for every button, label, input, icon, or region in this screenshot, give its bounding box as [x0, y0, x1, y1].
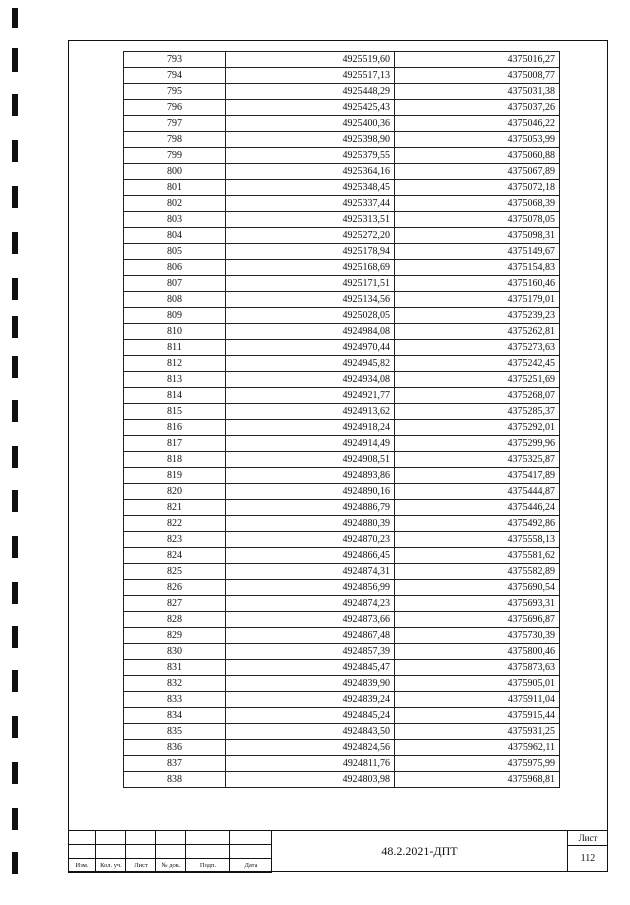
point-number-cell: 810 — [124, 324, 226, 340]
x-coordinate-cell: 4925364,16 — [226, 164, 395, 180]
point-number-cell: 811 — [124, 340, 226, 356]
x-coordinate-cell: 4924914,49 — [226, 436, 395, 452]
x-coordinate-cell: 4925337,44 — [226, 196, 395, 212]
y-coordinate-cell: 4375558,13 — [395, 532, 560, 548]
y-coordinate-cell: 4375690,54 — [395, 580, 560, 596]
x-coordinate-cell: 4925348,45 — [226, 180, 395, 196]
point-number-cell: 828 — [124, 612, 226, 628]
x-coordinate-cell: 4925028,05 — [226, 308, 395, 324]
table-row — [124, 260, 560, 276]
point-number-cell: 797 — [124, 116, 226, 132]
point-number-cell: 804 — [124, 228, 226, 244]
x-coordinate-cell: 4925448,29 — [226, 84, 395, 100]
y-coordinate-cell: 4375060,88 — [395, 148, 560, 164]
y-coordinate-cell: 4375098,31 — [395, 228, 560, 244]
table-row — [124, 612, 560, 628]
point-number-cell: 832 — [124, 676, 226, 692]
x-coordinate-cell: 4924893,86 — [226, 468, 395, 484]
table-row — [124, 148, 560, 164]
table-row — [124, 676, 560, 692]
x-coordinate-cell: 4924913,62 — [226, 404, 395, 420]
title-block — [68, 830, 608, 872]
y-coordinate-cell: 4375905,01 — [395, 676, 560, 692]
point-number-cell: 837 — [124, 756, 226, 772]
point-number-cell: 824 — [124, 548, 226, 564]
x-coordinate-cell: 4924856,99 — [226, 580, 395, 596]
x-coordinate-cell: 4924803,98 — [226, 772, 395, 788]
x-coordinate-cell: 4925517,13 — [226, 68, 395, 84]
x-coordinate-cell: 4924984,08 — [226, 324, 395, 340]
stamp-label-list: Лист — [134, 862, 148, 869]
point-number-cell: 803 — [124, 212, 226, 228]
point-number-cell: 813 — [124, 372, 226, 388]
point-number-cell: 799 — [124, 148, 226, 164]
y-coordinate-cell: 4375581,62 — [395, 548, 560, 564]
table-row — [124, 308, 560, 324]
y-coordinate-cell: 4375160,46 — [395, 276, 560, 292]
x-coordinate-cell: 4924880,39 — [226, 516, 395, 532]
x-coordinate-cell: 4924867,48 — [226, 628, 395, 644]
point-number-cell: 802 — [124, 196, 226, 212]
x-coordinate-cell: 4925171,51 — [226, 276, 395, 292]
y-coordinate-cell: 4375325,87 — [395, 452, 560, 468]
point-number-cell: 829 — [124, 628, 226, 644]
sheet-number: 112 — [580, 853, 596, 864]
x-coordinate-cell: 4924845,47 — [226, 660, 395, 676]
x-coordinate-cell: 4924845,24 — [226, 708, 395, 724]
table-row — [124, 628, 560, 644]
x-coordinate-cell: 4925400,36 — [226, 116, 395, 132]
y-coordinate-cell: 4375931,25 — [395, 724, 560, 740]
x-coordinate-cell: 4924811,76 — [226, 756, 395, 772]
point-number-cell: 825 — [124, 564, 226, 580]
table-row — [124, 132, 560, 148]
stamp-label-kol-uch: Кол. уч. — [100, 862, 122, 869]
point-number-cell: 833 — [124, 692, 226, 708]
y-coordinate-cell: 4375299,96 — [395, 436, 560, 452]
x-coordinate-cell: 4925398,90 — [226, 132, 395, 148]
point-number-cell: 834 — [124, 708, 226, 724]
x-coordinate-cell: 4924839,24 — [226, 692, 395, 708]
x-coordinate-cell: 4924890,16 — [226, 484, 395, 500]
x-coordinate-cell: 4925425,43 — [226, 100, 395, 116]
point-number-cell: 826 — [124, 580, 226, 596]
point-number-cell: 821 — [124, 500, 226, 516]
table-row — [124, 756, 560, 772]
x-coordinate-cell: 4925134,56 — [226, 292, 395, 308]
y-coordinate-cell: 4375072,18 — [395, 180, 560, 196]
y-coordinate-cell: 4375037,26 — [395, 100, 560, 116]
point-number-cell: 815 — [124, 404, 226, 420]
table-row — [124, 388, 560, 404]
table-row — [124, 228, 560, 244]
point-number-cell: 807 — [124, 276, 226, 292]
stamp-label-date: Дата — [244, 862, 258, 869]
y-coordinate-cell: 4375693,31 — [395, 596, 560, 612]
stamp-label-signature: Подп. — [199, 862, 217, 869]
x-coordinate-cell: 4924874,23 — [226, 596, 395, 612]
point-number-cell: 814 — [124, 388, 226, 404]
table-row — [124, 644, 560, 660]
table-row — [124, 276, 560, 292]
point-number-cell: 816 — [124, 420, 226, 436]
y-coordinate-cell: 4375078,05 — [395, 212, 560, 228]
table-row — [124, 372, 560, 388]
table-row — [124, 468, 560, 484]
y-coordinate-cell: 4375873,63 — [395, 660, 560, 676]
table-row — [124, 724, 560, 740]
table-row — [124, 292, 560, 308]
table-row — [124, 580, 560, 596]
table-row — [124, 500, 560, 516]
x-coordinate-cell: 4924857,39 — [226, 644, 395, 660]
table-row — [124, 708, 560, 724]
point-number-cell: 808 — [124, 292, 226, 308]
y-coordinate-cell: 4375262,81 — [395, 324, 560, 340]
point-number-cell: 812 — [124, 356, 226, 372]
x-coordinate-cell: 4924945,82 — [226, 356, 395, 372]
x-coordinate-cell: 4924843,50 — [226, 724, 395, 740]
point-number-cell: 809 — [124, 308, 226, 324]
y-coordinate-cell: 4375968,81 — [395, 772, 560, 788]
y-coordinate-cell: 4375582,89 — [395, 564, 560, 580]
point-number-cell: 800 — [124, 164, 226, 180]
x-coordinate-cell: 4924918,24 — [226, 420, 395, 436]
y-coordinate-cell: 4375446,24 — [395, 500, 560, 516]
y-coordinate-cell: 4375911,04 — [395, 692, 560, 708]
coordinates-table-body — [124, 52, 560, 788]
table-row — [124, 116, 560, 132]
x-coordinate-cell: 4924824,56 — [226, 740, 395, 756]
y-coordinate-cell: 4375046,22 — [395, 116, 560, 132]
x-coordinate-cell: 4924921,77 — [226, 388, 395, 404]
table-row — [124, 180, 560, 196]
point-number-cell: 838 — [124, 772, 226, 788]
point-number-cell: 806 — [124, 260, 226, 276]
x-coordinate-cell: 4924874,31 — [226, 564, 395, 580]
y-coordinate-cell: 4375251,69 — [395, 372, 560, 388]
x-coordinate-cell: 4925272,20 — [226, 228, 395, 244]
x-coordinate-cell: 4925178,94 — [226, 244, 395, 260]
point-number-cell: 793 — [124, 52, 226, 68]
table-row — [124, 772, 560, 788]
x-coordinate-cell: 4924866,45 — [226, 548, 395, 564]
x-coordinate-cell: 4924870,23 — [226, 532, 395, 548]
table-row — [124, 100, 560, 116]
point-number-cell: 823 — [124, 532, 226, 548]
x-coordinate-cell: 4924873,66 — [226, 612, 395, 628]
y-coordinate-cell: 4375444,87 — [395, 484, 560, 500]
y-coordinate-cell: 4375031,38 — [395, 84, 560, 100]
y-coordinate-cell: 4375800,46 — [395, 644, 560, 660]
point-number-cell: 801 — [124, 180, 226, 196]
table-row — [124, 452, 560, 468]
y-coordinate-cell: 4375149,67 — [395, 244, 560, 260]
x-coordinate-cell: 4924908,51 — [226, 452, 395, 468]
table-row — [124, 596, 560, 612]
y-coordinate-cell: 4375417,89 — [395, 468, 560, 484]
table-row — [124, 420, 560, 436]
point-number-cell: 836 — [124, 740, 226, 756]
table-row — [124, 244, 560, 260]
point-number-cell: 795 — [124, 84, 226, 100]
table-row — [124, 740, 560, 756]
table-row — [124, 564, 560, 580]
table-row — [124, 340, 560, 356]
y-coordinate-cell: 4375292,01 — [395, 420, 560, 436]
point-number-cell: 835 — [124, 724, 226, 740]
document-code: 48.2.2021-ДПТ — [272, 830, 568, 872]
x-coordinate-cell: 4925379,55 — [226, 148, 395, 164]
table-row — [124, 484, 560, 500]
point-number-cell: 818 — [124, 452, 226, 468]
table-row — [124, 356, 560, 372]
table-row — [124, 660, 560, 676]
y-coordinate-cell: 4375068,39 — [395, 196, 560, 212]
point-number-cell: 817 — [124, 436, 226, 452]
stamp-label-doc-number: № док. — [161, 862, 181, 869]
table-row — [124, 212, 560, 228]
table-row — [124, 532, 560, 548]
table-row — [124, 548, 560, 564]
x-coordinate-cell: 4924934,08 — [226, 372, 395, 388]
table-row — [124, 164, 560, 180]
table-row — [124, 404, 560, 420]
y-coordinate-cell: 4375975,99 — [395, 756, 560, 772]
table-row — [124, 324, 560, 340]
table-row — [124, 692, 560, 708]
x-coordinate-cell: 4924886,79 — [226, 500, 395, 516]
y-coordinate-cell: 4375285,37 — [395, 404, 560, 420]
point-number-cell: 796 — [124, 100, 226, 116]
y-coordinate-cell: 4375239,23 — [395, 308, 560, 324]
y-coordinate-cell: 4375273,63 — [395, 340, 560, 356]
point-number-cell: 798 — [124, 132, 226, 148]
point-number-cell: 822 — [124, 516, 226, 532]
binding-marks — [12, 0, 22, 905]
point-number-cell: 831 — [124, 660, 226, 676]
x-coordinate-cell: 4924970,44 — [226, 340, 395, 356]
point-number-cell: 827 — [124, 596, 226, 612]
point-number-cell: 805 — [124, 244, 226, 260]
x-coordinate-cell: 4924839,90 — [226, 676, 395, 692]
table-row — [124, 68, 560, 84]
y-coordinate-cell: 4375008,77 — [395, 68, 560, 84]
y-coordinate-cell: 4375962,11 — [395, 740, 560, 756]
y-coordinate-cell: 4375915,44 — [395, 708, 560, 724]
y-coordinate-cell: 4375730,39 — [395, 628, 560, 644]
y-coordinate-cell: 4375179,01 — [395, 292, 560, 308]
point-number-cell: 794 — [124, 68, 226, 84]
x-coordinate-cell: 4925519,60 — [226, 52, 395, 68]
y-coordinate-cell: 4375053,99 — [395, 132, 560, 148]
table-row — [124, 516, 560, 532]
table-row — [124, 52, 560, 68]
y-coordinate-cell: 4375154,83 — [395, 260, 560, 276]
sheet-label: Лист — [568, 830, 608, 846]
y-coordinate-cell: 4375016,27 — [395, 52, 560, 68]
y-coordinate-cell: 4375492,86 — [395, 516, 560, 532]
y-coordinate-cell: 4375242,45 — [395, 356, 560, 372]
y-coordinate-cell: 4375067,89 — [395, 164, 560, 180]
y-coordinate-cell: 4375696,87 — [395, 612, 560, 628]
stamp-label-izm: Изм. — [75, 862, 89, 869]
coordinates-table — [123, 51, 560, 788]
table-row — [124, 436, 560, 452]
point-number-cell: 830 — [124, 644, 226, 660]
x-coordinate-cell: 4925168,69 — [226, 260, 395, 276]
x-coordinate-cell: 4925313,51 — [226, 212, 395, 228]
table-row — [124, 84, 560, 100]
table-row — [124, 196, 560, 212]
y-coordinate-cell: 4375268,07 — [395, 388, 560, 404]
point-number-cell: 820 — [124, 484, 226, 500]
point-number-cell: 819 — [124, 468, 226, 484]
